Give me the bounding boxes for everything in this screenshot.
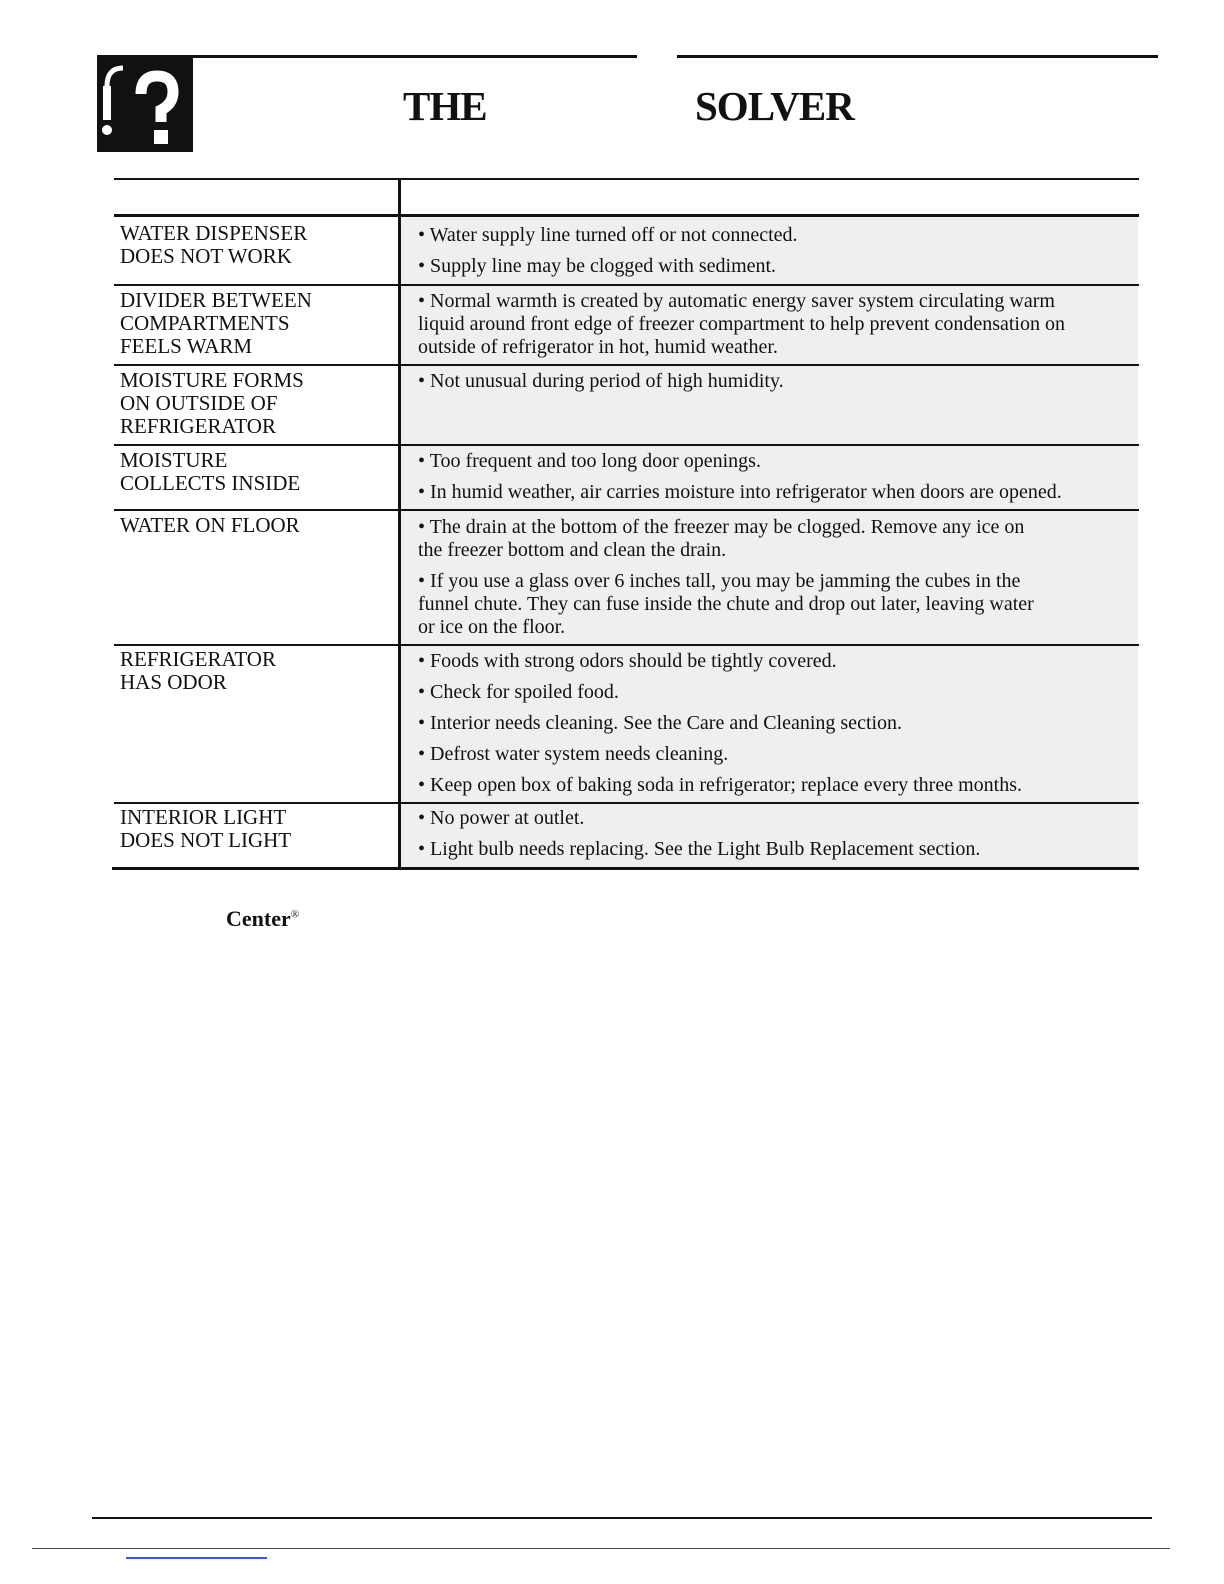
cause-item: • In humid weather, air carries moisture into refrigerator when doors are opened. [418, 481, 1062, 503]
footer-rule [92, 1517, 1152, 1519]
row-rule [114, 284, 1139, 286]
row-rule [114, 214, 1139, 217]
problem-water-on-floor [120, 514, 300, 537]
problem-line: COLLECTS INSIDE [120, 471, 301, 495]
cause-item: • Too frequent and too long door openings. [418, 450, 761, 472]
cause-item: • The drain at the bottom of the freezer may be clogged. Remove any ice on [418, 516, 1025, 538]
table-top-rule [114, 178, 1139, 180]
problem-line: REFRIGERATOR [120, 647, 276, 671]
cause-item: • Light bulb needs replacing. See the Light Bulb Replacement section. [418, 838, 981, 860]
problem-line: MOISTURE [120, 448, 228, 472]
problem-water-dispenser [120, 222, 307, 268]
header-rule-right [677, 55, 1158, 58]
row-rule [114, 509, 1139, 511]
footer-link-underline[interactable] [126, 1557, 267, 1559]
problem-line: HAS ODOR [120, 670, 227, 694]
problem-moisture-inside [120, 449, 300, 495]
cause-item-continued: or ice on the floor. [418, 616, 566, 638]
cause-list [418, 370, 1133, 393]
cause-item: • If you use a glass over 6 inches tall, you may be jamming the cubes in the [418, 570, 1021, 592]
problem-interior-light [120, 806, 291, 852]
cause-list [418, 224, 1133, 278]
problem-refrigerator-odor [120, 648, 276, 694]
problem-line: DIVIDER BETWEEN [120, 288, 312, 312]
cause-item: • Defrost water system needs cleaning. [418, 743, 729, 765]
cause-item: • Not unusual during period of high humidity. [418, 370, 784, 392]
cause-item: • No power at outlet. [418, 807, 585, 829]
row-rule [114, 364, 1139, 366]
problem-line: ON OUTSIDE OF [120, 391, 278, 415]
registered-mark: ® [290, 908, 300, 921]
problem-line: REFRIGERATOR [120, 414, 276, 438]
cause-list [418, 650, 1133, 797]
cause-item-continued: outside of refrigerator in hot, humid weather. [418, 336, 778, 358]
problem-line: WATER ON FLOOR [120, 513, 300, 537]
cause-item: • Foods with strong odors should be tightly covered. [418, 650, 837, 672]
problem-line: INTERIOR LIGHT [120, 805, 287, 829]
problem-line: MOISTURE FORMS [120, 368, 304, 392]
footer-note-text: Center [226, 906, 291, 931]
cause-item: • Normal warmth is created by automatic energy saver system circulating warm [418, 290, 1055, 312]
title-left: THE [403, 83, 487, 129]
problem-divider-warm [120, 289, 312, 358]
cause-item: • Interior needs cleaning. See the Care and Cleaning section. [418, 712, 903, 734]
cause-item: • Water supply line turned off or not connected. [418, 224, 798, 246]
problem-line: DOES NOT LIGHT [120, 828, 292, 852]
cause-item: • Check for spoiled food. [418, 681, 619, 703]
cause-list [418, 290, 1133, 359]
title-right: SOLVER [695, 83, 854, 129]
row-rule [114, 644, 1139, 646]
row-rule [114, 444, 1139, 446]
cause-list [418, 516, 1133, 639]
cause-item-continued: the freezer bottom and clean the drain. [418, 539, 727, 561]
cause-item: • Supply line may be clogged with sediment. [418, 255, 777, 277]
problem-line: DOES NOT WORK [120, 244, 292, 268]
problem-line: FEELS WARM [120, 334, 253, 358]
cause-list [418, 450, 1133, 504]
problem-moisture-outside [120, 369, 304, 438]
cause-item: • Keep open box of baking soda in refrigerator; replace every three months. [418, 774, 1022, 796]
table-bottom-rule [112, 867, 1139, 870]
page-edge-rule [32, 1548, 1170, 1549]
cause-item-continued: funnel chute. They can fuse inside the chute and drop out later, leaving water [418, 593, 1034, 615]
problem-line: COMPARTMENTS [120, 311, 290, 335]
logo [97, 56, 193, 152]
question-mark-icon [97, 56, 193, 152]
row-rule [114, 802, 1139, 804]
problem-line: WATER DISPENSER [120, 221, 308, 245]
cause-list [418, 807, 1133, 861]
footer-note [226, 906, 299, 932]
cause-item-continued: liquid around front edge of freezer compartment to help prevent condensation on [418, 313, 1065, 335]
